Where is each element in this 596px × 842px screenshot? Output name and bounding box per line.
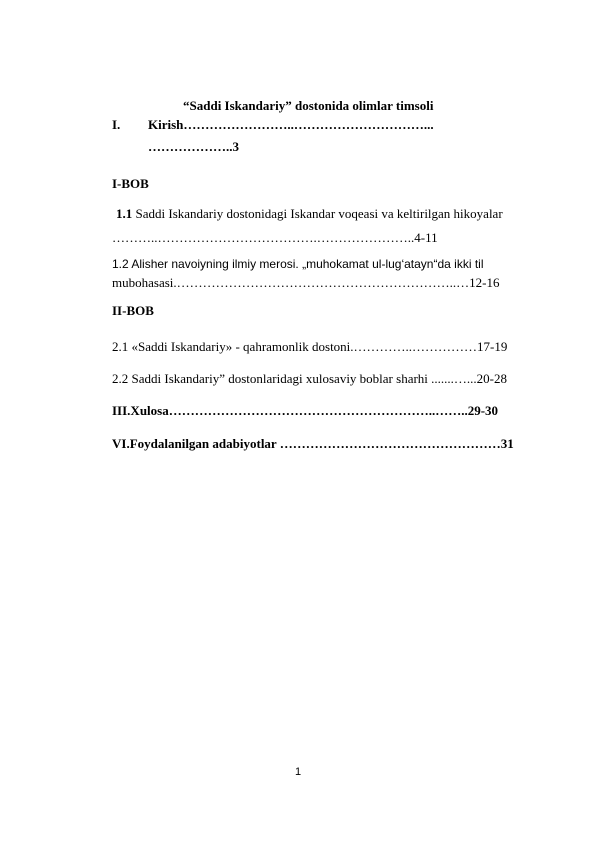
chapter-2-heading: II-BOB xyxy=(112,303,154,318)
toc-entry-2-2: 2.2 Saddi Iskandariy” dostonlaridagi xulosaviy boblar sharhi .......…...20-28 xyxy=(112,371,507,386)
toc-entry-conclusion: III.Xulosa……………………………………………………..……..29-30 xyxy=(112,403,499,418)
document-title: “Saddi Iskandariy” dostonida olimlar timsoli xyxy=(183,98,434,113)
toc-entry-1-1-text: Saddi Iskandariy dostonidagi Iskandar voqeasi va keltirilgan hikoyalar xyxy=(132,206,503,221)
toc-entry-intro-page: ………………..3 xyxy=(148,139,239,154)
toc-entry-2-1: 2.1 «Saddi Iskandariy» - qahramonlik dostoni.…………..……………17-19 xyxy=(112,339,508,354)
toc-entry-1-1 xyxy=(116,206,503,221)
toc-entry-1-1-number: 1.1 xyxy=(116,206,133,221)
toc-entry-1-1-page: ………..……………………………….…………………..4-11 xyxy=(112,230,438,245)
intro-numeral: I. xyxy=(112,117,121,132)
chapter-1-heading: I-BOB xyxy=(112,176,149,191)
toc-entry-intro: Kirish……………………..…………………………... xyxy=(148,117,434,132)
page-number: 1 xyxy=(294,766,302,778)
toc-entry-references: VI.Foydalanilgan adabiyotlar ……………………………………………31 xyxy=(112,436,514,451)
toc-entry-1-2: 1.2 Alisher navoiyning ilmiy merosi. „muhokamat ul-lug‘atayn“da ikki til xyxy=(112,257,484,271)
toc-entry-1-2-page: mubohasasi.………………………………………………………..…12-16 xyxy=(112,275,500,290)
